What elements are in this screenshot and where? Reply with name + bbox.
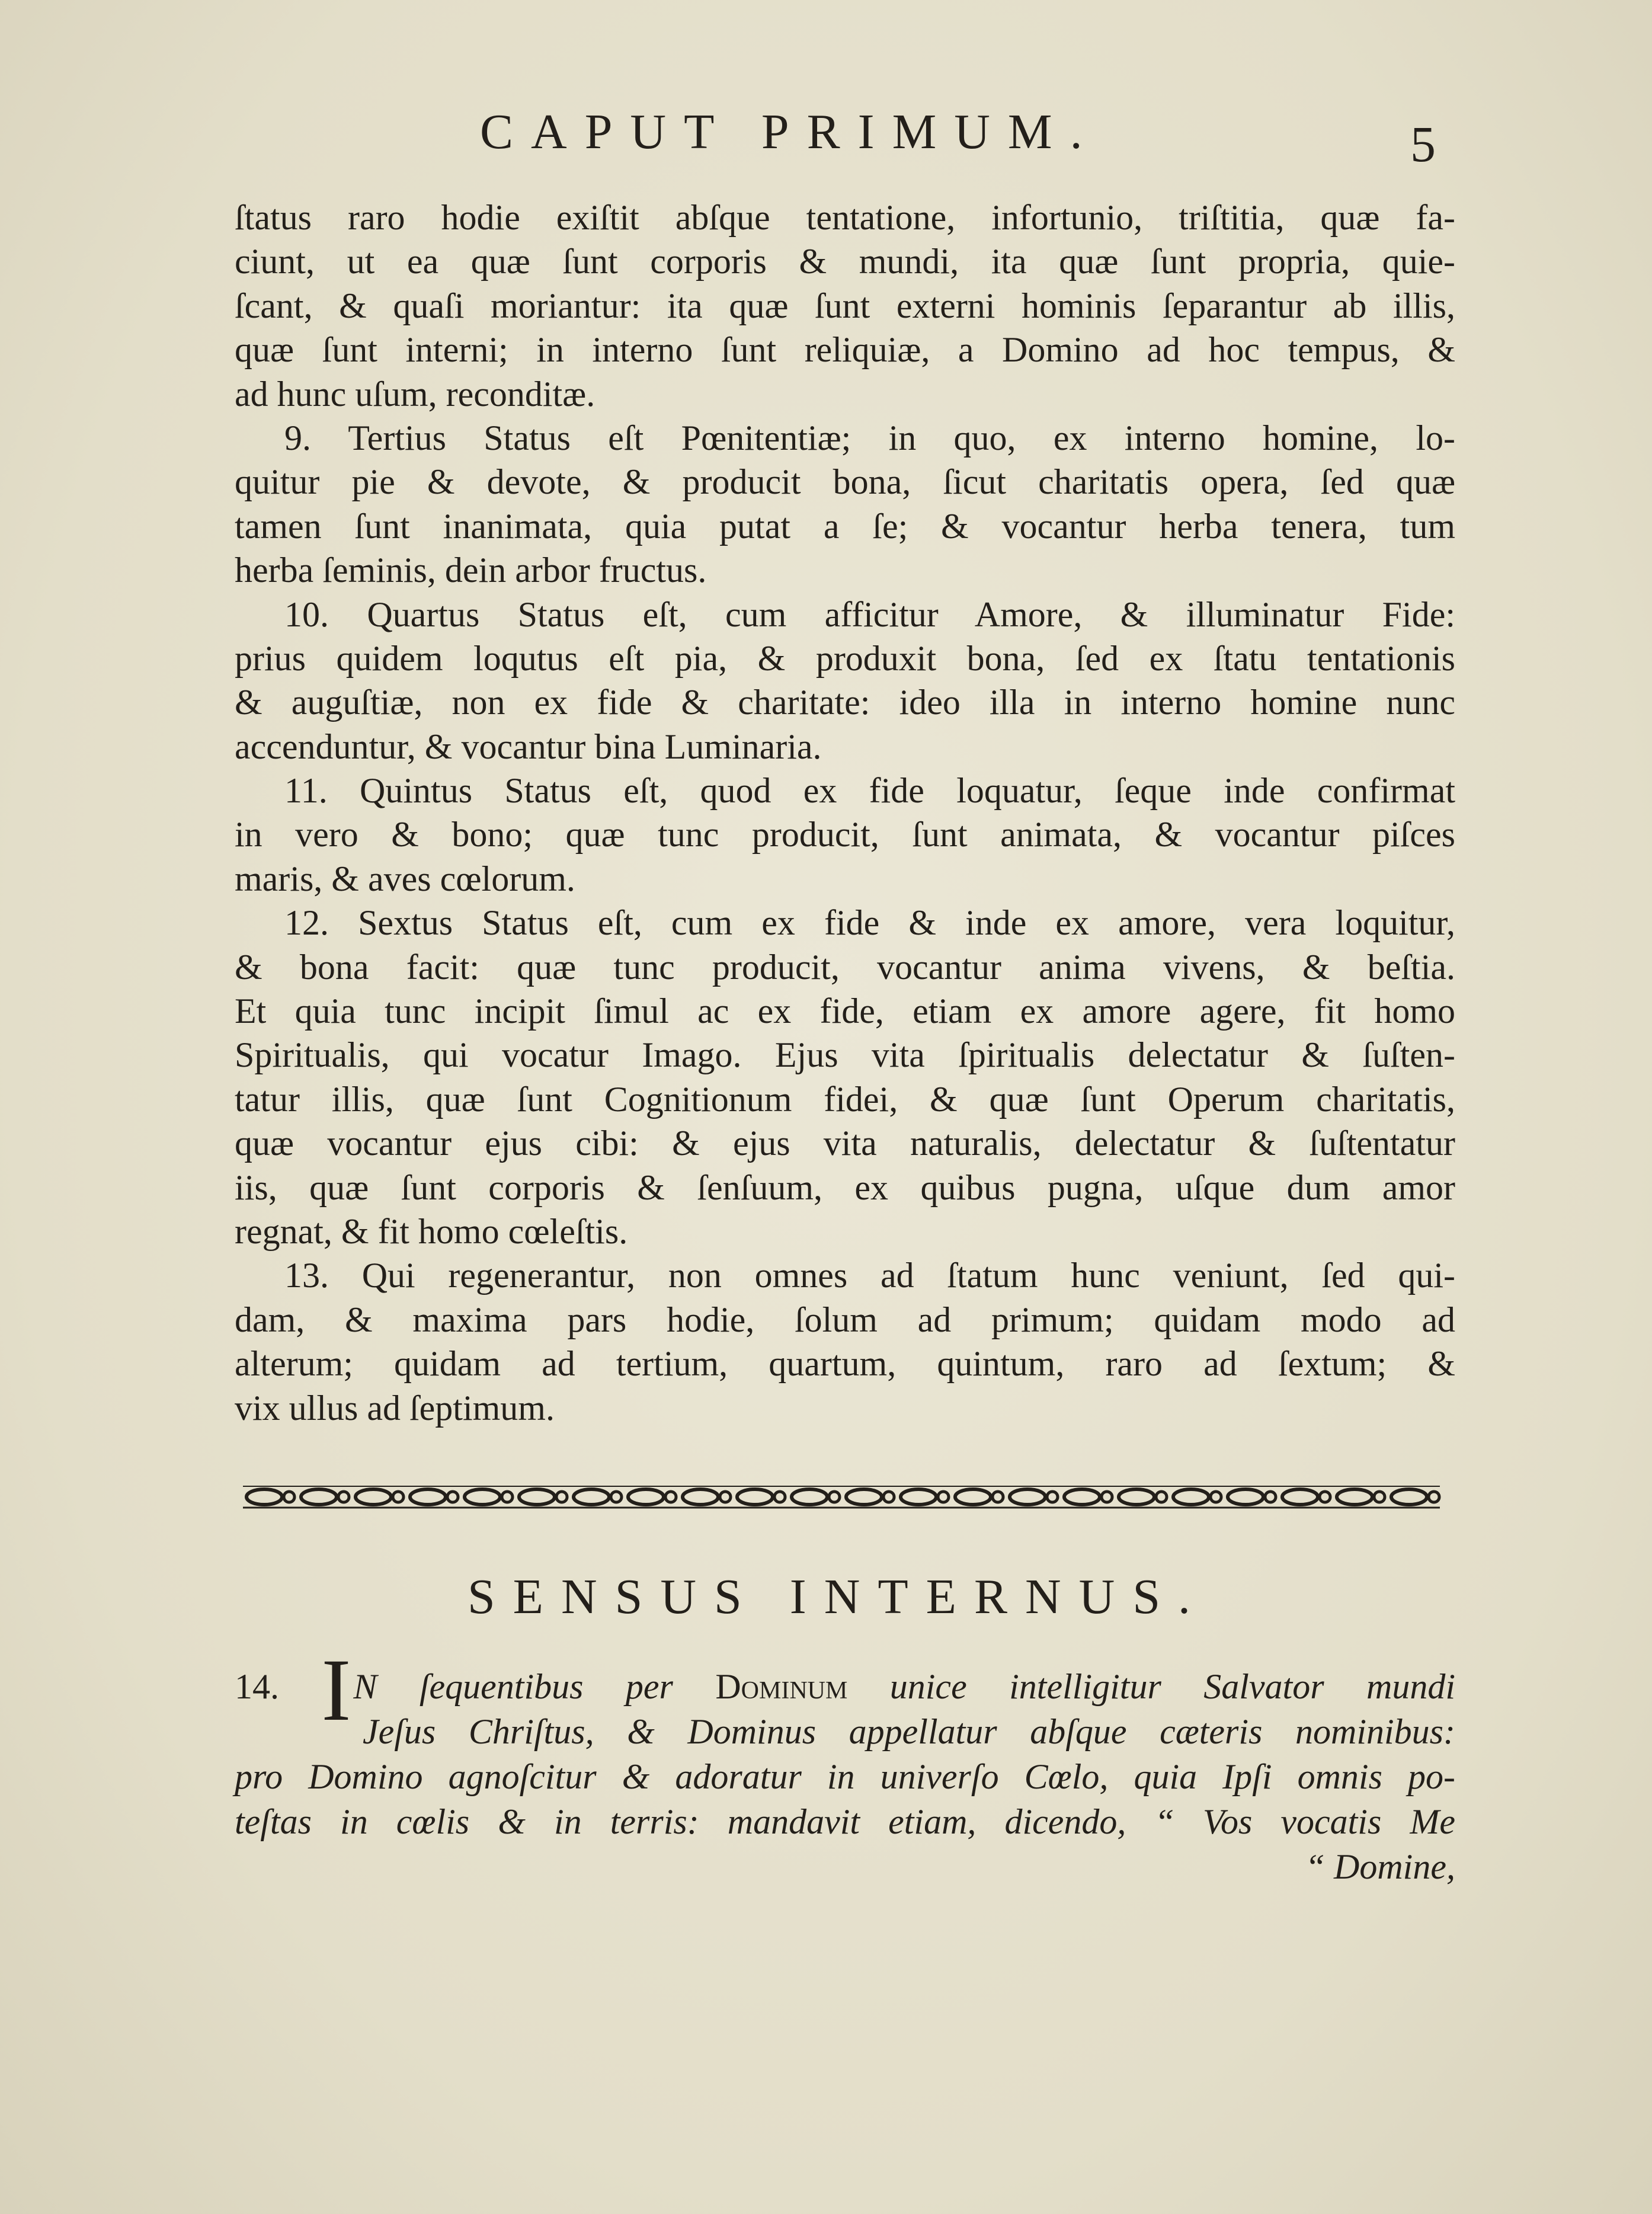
text-line: in vero & bono; quæ tunc producit, ſunt animata, & vocantur piſces — [235, 815, 1455, 855]
text-line: quitur pie & devote, & producit bona, ſicut charitatis opera, ſed quæ — [235, 462, 1455, 502]
text-line: regnat, & fit homo cœleſtis. — [235, 1211, 628, 1251]
text-line: & bona facit: quæ tunc producit, vocantur anima vivens, & beſtia. — [235, 947, 1455, 987]
section-heading: SENSUS INTERNUS. — [467, 1569, 1209, 1624]
text-line: 13. Qui regenerantur, non omnes ad ſtatum hunc veniunt, ſed qui- — [284, 1256, 1455, 1295]
text-line: tatur illis, quæ ſunt Cognitionum fidei, & quæ ſunt Operum charitatis, — [235, 1079, 1455, 1119]
text-line: tamen ſunt inanimata, quia putat a ſe; & vocantur herba tenera, tum — [235, 506, 1455, 546]
text-line: & auguſtiæ, non ex fide & charitate: ideo illa in interno homine nunc — [235, 683, 1455, 722]
text-line: dam, & maxima pars hodie, ſolum ad primum; quidam modo ad — [235, 1300, 1455, 1339]
text-line: quæ ſunt interni; in interno ſunt reliquiæ, a Domino ad hoc tempus, & — [235, 330, 1455, 370]
running-head — [0, 100, 1652, 172]
text-line: herba ſeminis, dein arbor fructus. — [235, 551, 707, 590]
text-line: alterum; quidam ad tertium, quartum, quintum, raro ad ſextum; & — [235, 1344, 1455, 1384]
page-number: 5 — [1410, 116, 1436, 172]
sensus-line-1-tail: unice intelligitur Salvator mundi — [847, 1667, 1455, 1706]
text-line: prius quidem loqutus eſt pia, & produxit bona, ſed ex ſtatu tentationis — [235, 638, 1455, 678]
text-line: accenduntur, & vocantur bina Luminaria. — [235, 727, 822, 766]
sensus-line-2: Jeſus Chriſtus, & Dominus appellatur abſque cæteris nominibus: — [363, 1712, 1455, 1751]
text-line: vix ullus ad ſeptimum. — [235, 1388, 555, 1428]
text-line: Spiritualis, qui vocatur Imago. Ejus vita ſpiritualis delectatur & ſuſten- — [235, 1035, 1455, 1075]
text-line: ciunt, ut ea quæ ſunt corporis & mundi, ita quæ ſunt propria, quie- — [235, 242, 1455, 281]
text-line: 11. Quintus Status eſt, quod ex fide loquatur, ſeque inde confirmat — [284, 771, 1455, 811]
sensus-line-4: teſtas in cœlis & in terris: mandavit etiam, dicendo, “ Vos vocatis Me — [235, 1802, 1455, 1841]
text-line: Et quia tunc incipit ſimul ac ex fide, etiam ex amore agere, fit homo — [235, 991, 1455, 1031]
running-title: CAPUT PRIMUM. — [480, 104, 1100, 159]
sensus-internus-text — [235, 1641, 1455, 1889]
text-line: 9. Tertius Status eſt Pœnitentiæ; in quo, ex interno homine, lo- — [284, 418, 1455, 457]
text-line: ad hunc uſum, reconditæ. — [235, 374, 596, 414]
ornamental-rule — [243, 1479, 1440, 1515]
paragraph-number: 14. — [235, 1667, 279, 1706]
sensus-line-5: “ Domine, — [1305, 1847, 1455, 1886]
sensus-line-1-text: N ſequentibus per — [353, 1667, 716, 1706]
text-line: ſtatus raro hodie exiſtit abſque tentatione, infortunio, triſtitia, quæ fa- — [235, 198, 1455, 237]
text-line: maris, & aves cœlorum. — [235, 859, 575, 898]
drop-cap: I — [321, 1641, 351, 1739]
text-line: quæ vocantur ejus cibi: & ejus vita naturalis, delectatur & ſuſtentatur — [235, 1124, 1455, 1163]
text-line: 12. Sextus Status eſt, cum ex fide & inde ex amore, vera loquitur, — [284, 903, 1455, 943]
text-line: ſcant, & quaſi moriantur: ita quæ ſunt externi hominis ſeparantur ab illis, — [235, 286, 1455, 325]
text-line: 10. Quartus Status eſt, cum afficitur Amore, & illuminatur Fide: — [284, 594, 1455, 634]
body-text — [235, 196, 1455, 1430]
dominum-small-caps: Dominum — [715, 1667, 848, 1706]
text-line: iis, quæ ſunt corporis & ſenſuum, ex quibus pugna, uſque dum amor — [235, 1167, 1455, 1207]
sensus-line-3: pro Domino agnoſcitur & adoratur in univerſo Cœlo, quia Ipſi omnis po- — [235, 1757, 1455, 1796]
